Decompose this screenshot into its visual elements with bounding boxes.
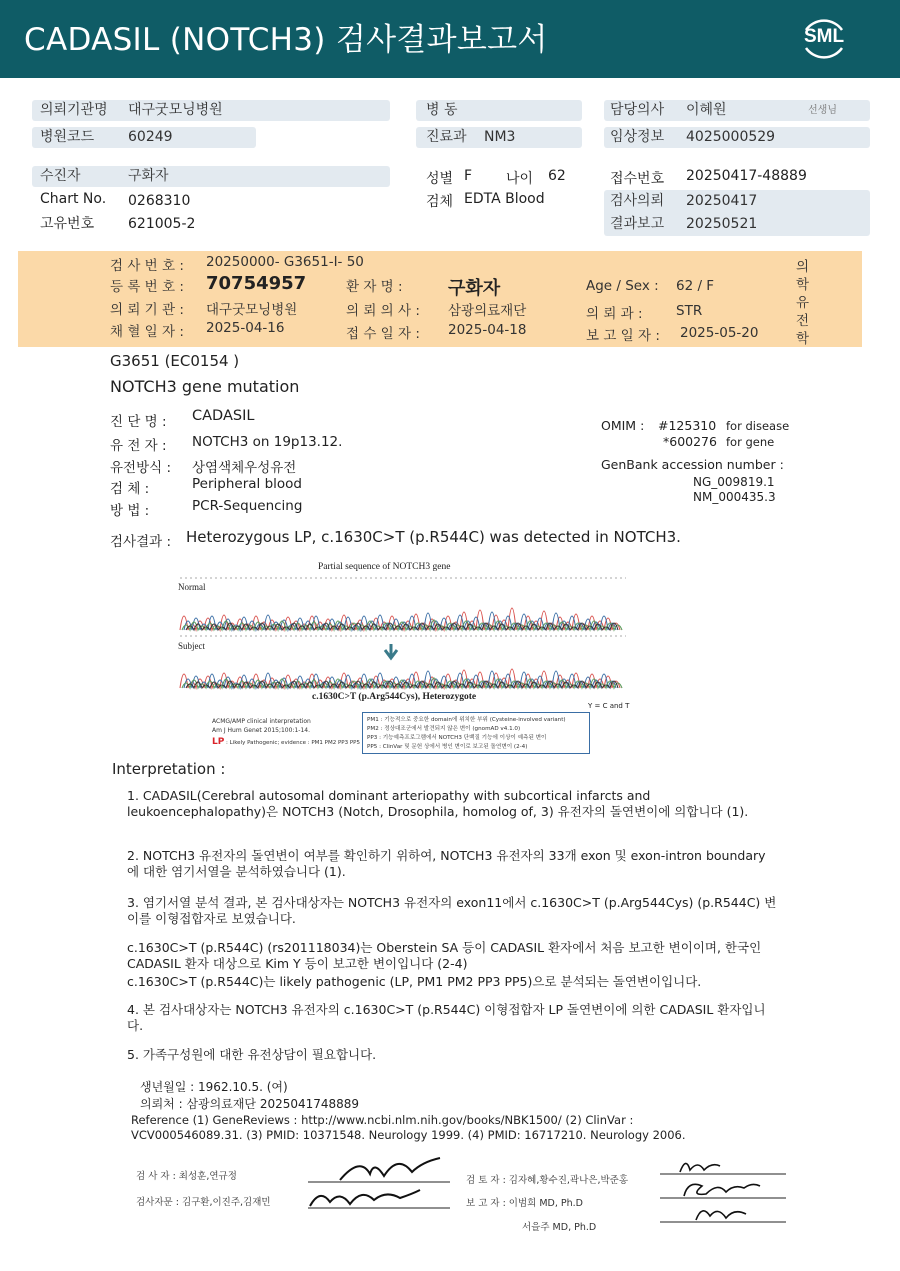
request-label: 검사의뢰 — [610, 193, 665, 209]
sum-dept-value: STR — [676, 303, 703, 319]
inst-label: 의 뢰 기 관 : — [110, 302, 184, 318]
institution-label: 의뢰기관명 — [40, 102, 108, 118]
interp-p4: 4. 본 검사대상자는 NOTCH3 유전자의 c.1630C>T (p.R544C) 이형접합자 LP 돌연변이에 의한 CADASIL 환자입니다. — [127, 1002, 766, 1033]
tester: 검 사 자 : 최성훈,연규정 — [136, 1171, 237, 1182]
request-report-block — [604, 190, 870, 236]
interp-p2: 2. NOTCH3 유전자의 돌연변이 여부를 확인하기 위하여, NOTCH3 유전자의 33개 exon 및 exon-intron boundary에 대한 염기서열을 분석하였습니다 (1). — [127, 848, 766, 879]
chart-value: 0268310 — [128, 193, 191, 209]
uid-label: 고유번호 — [40, 216, 95, 232]
method-value: PCR-Sequencing — [192, 498, 303, 514]
inherit-value: 상염색체우성유전 — [192, 460, 297, 476]
specimen-label: 검체 — [426, 194, 454, 210]
institution-row — [32, 100, 390, 121]
tester-supervisor: 검사자문 : 김구환,이진주,김재민 — [136, 1197, 271, 1208]
req-doctor-value: 삼광의료재단 — [448, 303, 527, 319]
figure-title: Partial sequence of NOTCH3 gene — [318, 562, 451, 572]
patient-value: 구화자 — [128, 168, 169, 184]
sex-value: F — [464, 168, 473, 184]
diag-value: CADASIL — [192, 408, 255, 424]
interp-p3b: c.1630C>T (p.R544C) (rs201118034)는 Oberstein SA 등이 CADASIL 환자에서 처음 보고한 변이이며, 한국인 CADASIL 환자 대상으로 Kim Y 등이 보고한 변이입니다 (2-4) — [127, 940, 762, 971]
doctor-label: 담당의사 — [610, 102, 665, 118]
genbank-nm: NM_000435.3 — [693, 490, 776, 504]
clinical-label: 임상정보 — [610, 129, 665, 145]
patient-label: 수진자 — [40, 168, 81, 184]
chart-label: Chart No. — [40, 191, 107, 207]
sum-report-label: 보 고 일 자 : — [586, 328, 660, 344]
patient-name-label: 환 자 명 : — [346, 279, 403, 295]
logo-text: SML — [803, 26, 845, 47]
omim-gene: *600276 — [663, 434, 717, 449]
test-name: NOTCH3 gene mutation — [110, 377, 300, 396]
lp-desc: : Likely Pathogenic; evidence : PM1 PM2 PP3 PP5 — [226, 740, 360, 746]
reg-no-value: 70754957 — [206, 273, 307, 294]
omim-label: OMIM : — [601, 418, 645, 433]
report-title: CADASIL (NOTCH3) 검사결과보고서 — [24, 22, 548, 58]
client: 의뢰처 : 삼광의료재단 2025041748889 — [140, 1097, 360, 1111]
clinical-row — [604, 127, 870, 148]
clinical-value: 4025000529 — [686, 129, 776, 145]
figure-subject-label: Subject — [178, 641, 205, 651]
evidence-pp5: PP5 : ClinVar 및 문헌 상에서 병인 변이로 보고된 돌연변이 (2-4) — [367, 744, 528, 750]
genbank-label: GenBank accession number : — [601, 457, 784, 472]
age-label: 나이 — [506, 171, 534, 187]
inst-value: 대구굿모닝병원 — [206, 302, 298, 318]
hospital-code-value: 60249 — [128, 129, 173, 145]
acmg-line2: Am J Hum Genet 2015;100:1-14. — [212, 727, 310, 734]
sum-dept-label: 의 뢰 과 : — [586, 306, 643, 322]
omim-disease-note: for disease — [726, 419, 790, 433]
institution-value: 대구굿모닝병원 — [128, 102, 223, 118]
patient-name-value: 구화자 — [448, 278, 501, 299]
method-label: 방 법 : — [110, 503, 150, 519]
request-value: 20250417 — [686, 193, 758, 209]
report-header — [0, 0, 900, 78]
doctor-suffix: 선생님 — [808, 105, 837, 116]
hospital-code-row — [32, 127, 256, 148]
body-specimen-value: Peripheral blood — [192, 476, 302, 492]
evidence-pp3: PP3 : 기능예측프로그램에서 NOTCH3 단백질 기능에 이상이 예측된 변이 — [367, 735, 547, 741]
doctor-value: 이혜원 — [686, 102, 727, 118]
report-label: 결과보고 — [610, 216, 665, 232]
inherit-label: 유전방식 : — [110, 460, 172, 476]
sum-report-value: 2025-05-20 — [680, 325, 759, 341]
interp-p1: 1. CADASIL(Cerebral autosomal dominant arteriopathy with subcortical infarcts and leukoencephalopathy)은 NOTCH3 (Notch, Drosophila, homolog of, 3) 유전자의 돌연변이에 의합니다 (1). — [127, 788, 749, 819]
reg-no-label: 등 록 번 호 : — [110, 279, 184, 295]
dept-value: NM3 — [484, 129, 516, 145]
receive-value: 2025-04-18 — [448, 322, 527, 338]
receipt-label: 접수번호 — [610, 171, 665, 187]
hospital-code-label: 병원코드 — [40, 129, 95, 145]
reporter-2: 서을주 MD, Ph.D — [522, 1222, 597, 1233]
interp-p3: 3. 염기서열 분석 결과, 본 검사대상자는 NOTCH3 유전자의 exon11에서 c.1630C>T (p.Arg544Cys) (p.R544C) 변이를 이형접합자로 보였습니다. — [127, 895, 777, 926]
ward-row — [416, 100, 582, 121]
omim-disease: #125310 — [658, 418, 717, 433]
receive-label: 접 수 일 자 : — [346, 326, 420, 342]
collect-label: 채 혈 일 자 : — [110, 324, 184, 340]
result-label: 검사결과 : — [110, 534, 172, 550]
gene-label: 유 전 자 : — [110, 438, 167, 454]
test-no-label: 검 사 번 호 : — [110, 258, 184, 274]
patient-row — [32, 166, 390, 187]
result-value: Heterozygous LP, c.1630C>T (p.R544C) was detected in NOTCH3. — [186, 528, 681, 546]
genbank-ng: NG_009819.1 — [693, 475, 775, 489]
tester-signature — [300, 1150, 460, 1220]
reporter: 보 고 자 : 이범희 MD, Ph.D — [466, 1198, 583, 1209]
chromatogram — [176, 572, 630, 692]
omim-gene-note: for gene — [726, 435, 775, 449]
age-sex-value: 62 / F — [676, 278, 715, 294]
reviewer: 검 토 자 : 김자혜,황수진,곽나은,박준홍 — [466, 1175, 628, 1186]
reviewer-signature — [660, 1152, 790, 1232]
figure-caption: c.1630C>T (p.Arg544Cys), Heterozygote — [312, 692, 477, 702]
test-no-value: 20250000- G3651-I- 50 — [206, 254, 364, 270]
evidence-pm1: PM1 : 기능적으로 중요한 domain에 위치한 부위 (Cysteine-involved variant) — [367, 717, 566, 723]
ward-label: 병 동 — [426, 102, 458, 118]
evidence-pm2: PM2 : 정상대조군에서 발견되지 않은 변이 (gnomAD v4.1.0) — [367, 726, 521, 732]
side-label: 의학유전학 — [796, 259, 810, 347]
references: Reference (1) GeneReviews : http://www.ncbi.nlm.nih.gov/books/NBK1500/ (2) ClinVar : VCV000546089.31. (3) PMID: 10371548. Neurology 1999. (4) PMID: 16717210. Neurology 2006. — [131, 1113, 686, 1142]
uid-value: 621005-2 — [128, 216, 196, 232]
doctor-row — [604, 100, 870, 121]
specimen-value: EDTA Blood — [464, 191, 545, 207]
lp-badge: LP — [212, 737, 225, 747]
age-value: 62 — [548, 168, 566, 184]
test-code: G3651 (EC0154 ) — [110, 352, 240, 370]
figure-normal-label: Normal — [178, 582, 206, 592]
interp-p3c: c.1630C>T (p.R544C)는 likely pathogenic (LP, PM1 PM2 PP3 PP5)으로 분석되는 돌연변이입니다. — [127, 974, 702, 989]
dept-label: 진료과 — [426, 129, 467, 145]
collect-value: 2025-04-16 — [206, 320, 285, 336]
diag-label: 진 단 명 : — [110, 414, 167, 430]
evidence-box — [362, 712, 590, 754]
figure-yc: Y = C and T — [588, 702, 630, 710]
interp-p5: 5. 가족구성원에 대한 유전상담이 필요합니다. — [127, 1047, 377, 1062]
gene-value: NOTCH3 on 19p13.12. — [192, 434, 343, 450]
receipt-value: 20250417-48889 — [686, 168, 807, 184]
dept-row — [416, 127, 582, 148]
birth-date: 생년월일 : 1962.10.5. (여) — [140, 1080, 288, 1094]
report-value: 20250521 — [686, 216, 758, 232]
sex-label: 성별 — [426, 171, 454, 187]
req-doctor-label: 의 뢰 의 사 : — [346, 303, 420, 319]
sml-logo — [796, 12, 852, 64]
acmg-line1: ACMG/AMP clinical interpretation — [212, 718, 311, 725]
interpretation-heading: Interpretation : — [112, 760, 226, 778]
body-specimen-label: 검 체 : — [110, 481, 150, 497]
age-sex-label: Age / Sex : — [586, 278, 659, 294]
